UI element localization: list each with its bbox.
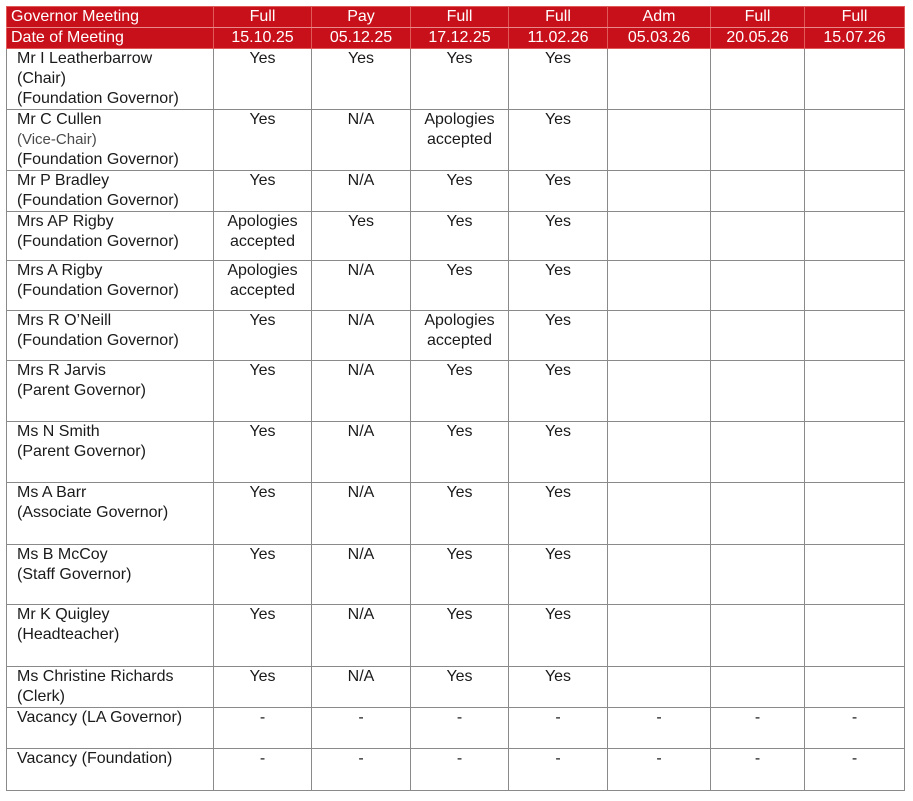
attendance-cell: Yes <box>509 311 608 361</box>
attendance-cell: Yes <box>214 361 312 422</box>
attendance-cell: N/A <box>312 261 411 311</box>
governor-name: Ms B McCoy <box>17 546 108 563</box>
attendance-cell: Apologies accepted <box>411 110 509 171</box>
attendance-cell: Yes <box>411 483 509 545</box>
attendance-cell <box>711 667 805 708</box>
meeting-date: 05.03.26 <box>608 28 711 49</box>
governor-name: Mr P Bradley <box>17 172 110 189</box>
meeting-date: 15.10.25 <box>214 28 312 49</box>
meeting-date: 15.07.26 <box>805 28 905 49</box>
attendance-cell: N/A <box>312 605 411 667</box>
governor-role: (Foundation Governor) <box>17 233 179 250</box>
governor-role: (Chair) <box>17 70 66 87</box>
attendance-cell: N/A <box>312 311 411 361</box>
governor-role: (Staff Governor) <box>17 566 132 583</box>
attendance-cell <box>805 212 905 261</box>
governor-row <box>7 749 905 791</box>
attendance-cell <box>608 361 711 422</box>
attendance-cell <box>711 49 805 110</box>
governor-cell <box>7 171 214 212</box>
attendance-cell <box>805 605 905 667</box>
governor-name: Ms Christine Richards <box>17 668 174 685</box>
attendance-cell: - <box>711 749 805 791</box>
attendance-cell: Yes <box>509 171 608 212</box>
governor-cell <box>7 261 214 311</box>
attendance-cell: - <box>411 708 509 749</box>
attendance-cell: Yes <box>411 49 509 110</box>
governor-role: (Clerk) <box>17 688 65 705</box>
attendance-cell <box>608 311 711 361</box>
attendance-cell: N/A <box>312 483 411 545</box>
attendance-cell <box>805 261 905 311</box>
governor-role: (Headteacher) <box>17 626 120 643</box>
governor-name: Mr C Cullen <box>17 111 102 128</box>
attendance-cell: Yes <box>411 667 509 708</box>
attendance-cell: - <box>312 708 411 749</box>
attendance-cell: Yes <box>509 261 608 311</box>
meeting-type: Full <box>509 7 608 28</box>
governor-row <box>7 311 905 361</box>
attendance-cell <box>805 311 905 361</box>
governor-name: Mrs R Jarvis <box>17 362 106 379</box>
meeting-type: Full <box>411 7 509 28</box>
attendance-cell <box>608 483 711 545</box>
governor-row <box>7 49 905 110</box>
attendance-cell: Yes <box>411 361 509 422</box>
attendance-cell: Yes <box>411 545 509 605</box>
attendance-cell <box>805 110 905 171</box>
attendance-cell: - <box>711 708 805 749</box>
governor-role: (Parent Governor) <box>17 443 146 460</box>
attendance-cell: N/A <box>312 110 411 171</box>
governor-name: Mrs R O’Neill <box>17 312 112 329</box>
attendance-cell: Yes <box>509 422 608 483</box>
attendance-cell <box>608 667 711 708</box>
attendance-cell <box>711 605 805 667</box>
attendance-cell: N/A <box>312 667 411 708</box>
attendance-cell: - <box>608 749 711 791</box>
attendance-cell: Yes <box>214 483 312 545</box>
governor-name: Mr K Quigley <box>17 606 110 623</box>
date-of-meeting-label: Date of Meeting <box>7 28 214 49</box>
attendance-cell <box>711 110 805 171</box>
attendance-cell: - <box>509 749 608 791</box>
governor-role: (Vice-Chair) <box>17 131 97 148</box>
attendance-cell: Yes <box>411 422 509 483</box>
attendance-cell <box>608 545 711 605</box>
governor-row <box>7 545 905 605</box>
attendance-cell: Yes <box>312 49 411 110</box>
governor-cell <box>7 483 214 545</box>
governor-cell <box>7 667 214 708</box>
meeting-date: 11.02.26 <box>509 28 608 49</box>
attendance-cell <box>805 422 905 483</box>
attendance-cell: Yes <box>411 261 509 311</box>
attendance-cell <box>711 361 805 422</box>
attendance-cell: Apologies accepted <box>214 261 312 311</box>
attendance-cell <box>711 422 805 483</box>
attendance-cell: Yes <box>214 110 312 171</box>
attendance-cell: Yes <box>214 667 312 708</box>
governor-name: Mr I Leatherbarrow <box>17 50 153 67</box>
governor-cell <box>7 605 214 667</box>
governor-name: Mrs AP Rigby <box>17 213 114 230</box>
attendance-cell <box>608 49 711 110</box>
attendance-cell: - <box>312 749 411 791</box>
governor-row <box>7 212 905 261</box>
attendance-cell: Yes <box>214 49 312 110</box>
attendance-cell: Yes <box>509 483 608 545</box>
attendance-cell <box>608 171 711 212</box>
governor-role: (Foundation Governor) <box>17 282 179 299</box>
governor-meeting-label: Governor Meeting <box>7 7 214 28</box>
governor-row <box>7 171 905 212</box>
attendance-cell: Yes <box>214 311 312 361</box>
governor-row <box>7 605 905 667</box>
governor-name: Vacancy (LA Governor) <box>17 709 183 726</box>
governor-cell <box>7 110 214 171</box>
attendance-cell: N/A <box>312 422 411 483</box>
attendance-cell: - <box>608 708 711 749</box>
governor-row <box>7 483 905 545</box>
attendance-cell: Yes <box>214 545 312 605</box>
attendance-cell: Yes <box>509 49 608 110</box>
attendance-cell <box>711 545 805 605</box>
attendance-cell <box>805 545 905 605</box>
governor-role: (Foundation Governor) <box>17 332 179 349</box>
governor-name: Vacancy (Foundation) <box>17 750 173 767</box>
meeting-date: 05.12.25 <box>312 28 411 49</box>
attendance-cell: Yes <box>509 110 608 171</box>
meeting-type: Adm <box>608 7 711 28</box>
governor-rows <box>7 49 905 791</box>
governor-name: Ms A Barr <box>17 484 87 501</box>
governor-name: Mrs A Rigby <box>17 262 103 279</box>
attendance-cell <box>805 483 905 545</box>
attendance-cell <box>805 171 905 212</box>
meeting-type: Full <box>805 7 905 28</box>
attendance-cell: Apologies accepted <box>411 311 509 361</box>
attendance-cell: Yes <box>509 361 608 422</box>
attendance-cell <box>711 483 805 545</box>
attendance-cell: Yes <box>509 605 608 667</box>
attendance-cell: - <box>214 708 312 749</box>
attendance-cell: Yes <box>509 212 608 261</box>
governor-row <box>7 261 905 311</box>
attendance-cell <box>608 605 711 667</box>
meeting-type-row <box>7 7 905 28</box>
attendance-cell <box>711 212 805 261</box>
meeting-type: Full <box>214 7 312 28</box>
attendance-cell: N/A <box>312 545 411 605</box>
attendance-cell: Yes <box>214 605 312 667</box>
attendance-cell: Yes <box>411 171 509 212</box>
meeting-type: Full <box>711 7 805 28</box>
attendance-cell: Yes <box>411 605 509 667</box>
governor-cell <box>7 749 214 791</box>
governor-role: (Foundation Governor) <box>17 90 179 107</box>
governor-role: (Associate Governor) <box>17 504 169 521</box>
attendance-cell: Yes <box>411 212 509 261</box>
meeting-date: 17.12.25 <box>411 28 509 49</box>
governor-row <box>7 110 905 171</box>
attendance-cell: Yes <box>312 212 411 261</box>
governor-row <box>7 422 905 483</box>
governor-cell <box>7 361 214 422</box>
meeting-type: Pay <box>312 7 411 28</box>
attendance-cell: Apologies accepted <box>214 212 312 261</box>
attendance-cell <box>608 261 711 311</box>
attendance-cell <box>711 261 805 311</box>
attendance-cell: Yes <box>509 667 608 708</box>
attendance-cell: Yes <box>509 545 608 605</box>
governor-row <box>7 708 905 749</box>
governor-cell <box>7 708 214 749</box>
governor-role: (Parent Governor) <box>17 382 146 399</box>
attendance-cell: - <box>509 708 608 749</box>
governor-cell <box>7 49 214 110</box>
attendance-cell: Yes <box>214 422 312 483</box>
attendance-cell: N/A <box>312 171 411 212</box>
meeting-date-row <box>7 28 905 49</box>
attendance-table <box>6 6 905 791</box>
governor-row <box>7 361 905 422</box>
attendance-cell <box>608 110 711 171</box>
attendance-cell: - <box>214 749 312 791</box>
attendance-cell <box>805 667 905 708</box>
attendance-cell: - <box>805 749 905 791</box>
governor-row <box>7 667 905 708</box>
governor-cell <box>7 212 214 261</box>
governor-cell <box>7 545 214 605</box>
meeting-date: 20.05.26 <box>711 28 805 49</box>
attendance-cell <box>608 212 711 261</box>
attendance-cell <box>805 49 905 110</box>
attendance-cell <box>805 361 905 422</box>
attendance-cell: Yes <box>214 171 312 212</box>
governor-name: Ms N Smith <box>17 423 100 440</box>
attendance-cell: - <box>805 708 905 749</box>
attendance-cell <box>608 422 711 483</box>
attendance-cell: - <box>411 749 509 791</box>
governor-role: (Foundation Governor) <box>17 192 179 209</box>
governor-cell <box>7 311 214 361</box>
governor-cell <box>7 422 214 483</box>
governor-role: (Foundation Governor) <box>17 151 179 168</box>
attendance-cell: N/A <box>312 361 411 422</box>
attendance-cell <box>711 311 805 361</box>
attendance-cell <box>711 171 805 212</box>
